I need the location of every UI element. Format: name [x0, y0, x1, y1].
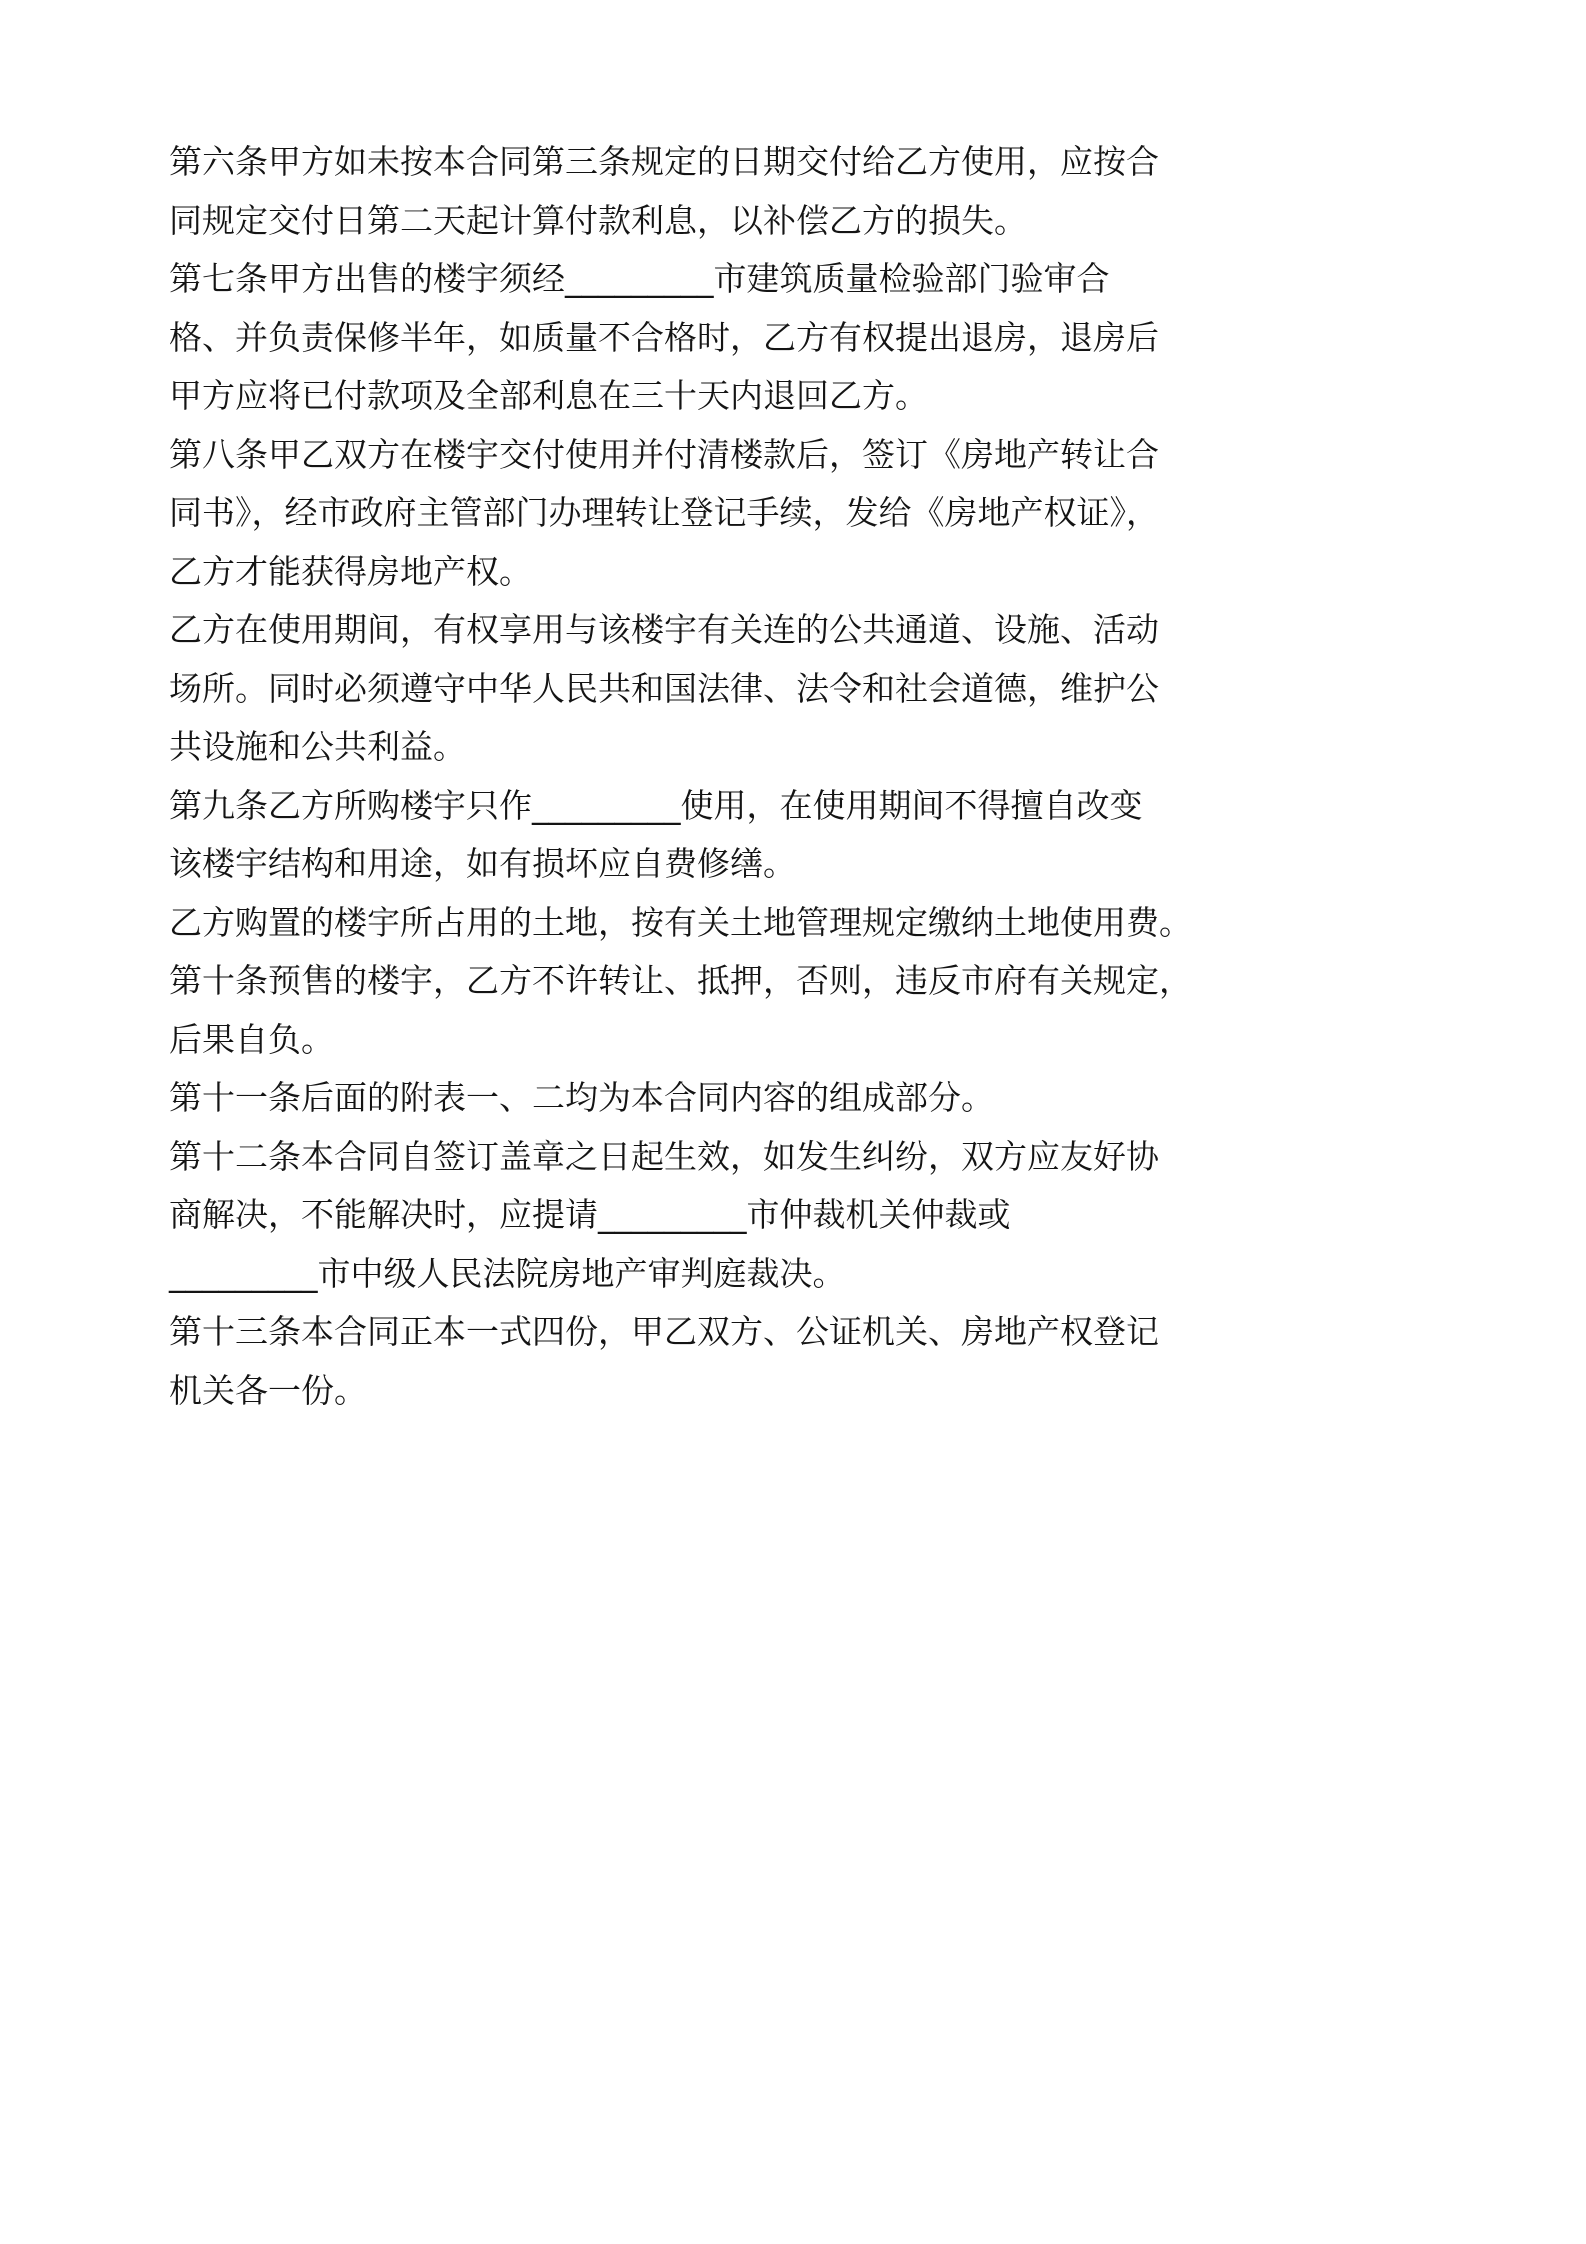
article-6-line-1: 第六条甲方如未按本合同第三条规定的日期交付给乙方使用，应按合	[169, 142, 1159, 181]
article-8-paragraph-2-line-2: 场所。同时必须遵守中华人民共和国法律、法令和社会道德，维护公	[169, 669, 1159, 708]
article-12-line-1: 第十二条本合同自签订盖章之日起生效，如发生纠纷，双方应友好协	[169, 1137, 1159, 1176]
article-6-line-2: 同规定交付日第二天起计算付款利息，以补偿乙方的损失。	[169, 201, 1027, 240]
article-10-line-1: 第十条预售的楼宇，乙方不许转让、抵押，否则，违反市府有关规定，	[169, 961, 1192, 1000]
article-8-paragraph-2-line-1: 乙方在使用期间，有权享用与该楼宇有关连的公共通道、设施、活动	[169, 610, 1159, 649]
article-9-paragraph-2-line-1: 乙方购置的楼宇所占用的土地，按有关土地管理规定缴纳土地使用费。	[169, 903, 1192, 942]
article-11-line-1: 第十一条后面的附表一、二均为本合同内容的组成部分。	[169, 1078, 994, 1117]
article-13-line-1: 第十三条本合同正本一式四份，甲乙双方、公证机关、房地产权登记	[169, 1312, 1159, 1351]
article-7-line-1: 第七条甲方出售的楼宇须经_________市建筑质量检验部门验审合	[169, 259, 1110, 298]
article-8-line-2: 同书》，经市政府主管部门办理转让登记手续，发给《房地产权证》，	[169, 493, 1159, 532]
article-7-line-2: 格、并负责保修半年，如质量不合格时，乙方有权提出退房，退房后	[169, 318, 1159, 357]
article-8-line-3: 乙方才能获得房地产权。	[169, 552, 532, 591]
article-8-line-1: 第八条甲乙双方在楼宇交付使用并付清楼款后，签订《房地产转让合	[169, 435, 1159, 474]
article-12-line-3: _________市中级人民法院房地产审判庭裁决。	[169, 1254, 846, 1293]
article-13-line-2: 机关各一份。	[169, 1371, 367, 1410]
article-10-line-2: 后果自负。	[169, 1020, 334, 1059]
article-9-line-1: 第九条乙方所购楼宇只作_________使用，在使用期间不得擅自改变	[169, 786, 1143, 825]
article-9-line-2: 该楼宇结构和用途，如有损坏应自费修缮。	[169, 844, 796, 883]
article-7-line-3: 甲方应将已付款项及全部利息在三十天内退回乙方。	[169, 376, 928, 415]
article-8-paragraph-2-line-3: 共设施和公共利益。	[169, 727, 466, 766]
article-12-line-2: 商解决，不能解决时，应提请_________市仲裁机关仲裁或	[169, 1195, 1011, 1234]
